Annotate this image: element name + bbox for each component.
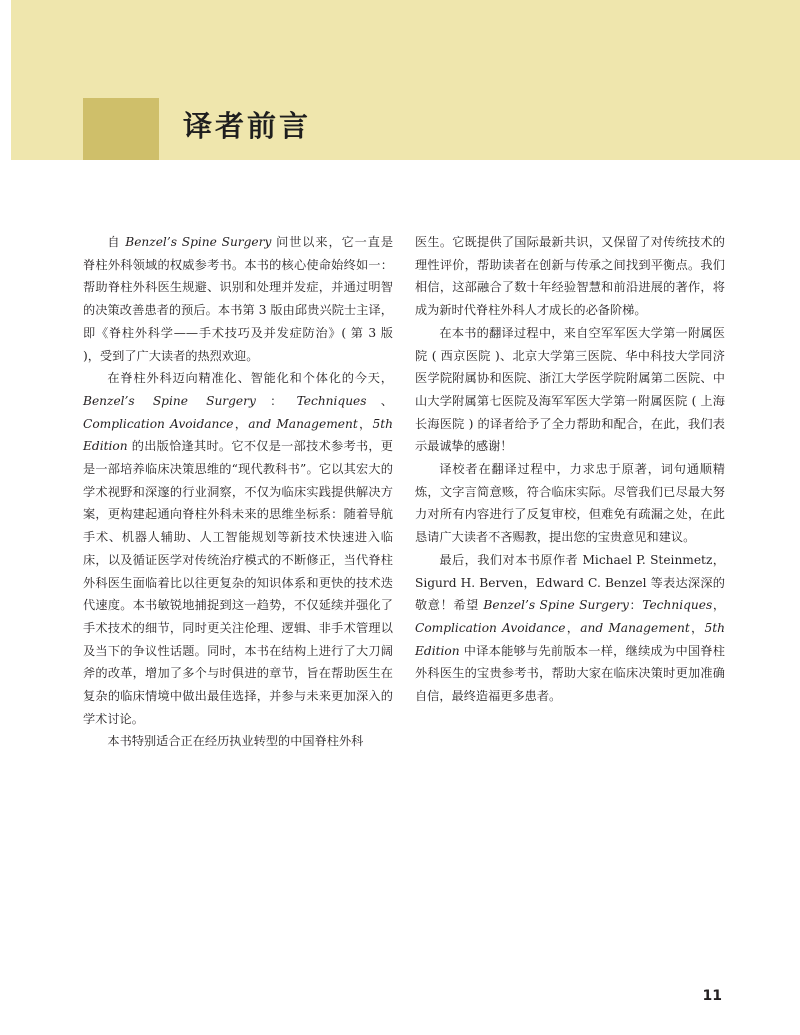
italic-title-text: 5th Edition [415,620,726,658]
text-run: ， [712,598,726,613]
right-column [415,231,725,708]
page-number: 11 [702,988,722,1004]
paragraph [83,231,393,367]
title-accent-square [83,98,159,160]
italic-title-text: Benzel’s Spine Surgery [483,598,629,613]
italic-title-text: Complication Avoidance [415,620,566,635]
paragraph [415,549,725,708]
text-run: 本书特别适合正在经历执业转型的中国脊柱外科 [107,734,364,749]
paragraph [83,367,393,730]
text-run: 的出版恰逢其时。它不仅是一部技术参考书，更是一部培养临床决策思维的“现代教科书”。它以其宏大的学术视野和深邃的行业洞察，不仅为临床实践提供解决方案，更构建起通向脊柱外科未来的思维坐标系：随着导航手术、机器人辅助、人工智能规划等新技术快速进入临床，以及循证医学对传统治疗模式的不断修正，当代脊柱外科医生面临着比以往更复杂的知识体系和更快的技术迭代速度。本书敏锐地捕捉到这一趋势，不仅延续并强化了手术技术的细节，同时更关注伦理、逻辑、非手术管理以及当下的争议性话题。同时，本书在结构上进行了大刀阔斧的改革，增加了多个与时俱进的章节，旨在帮助医生在复杂的临床情境中做出最佳选择，并参与未来更加深入的学术讨论。 [83,439,393,726]
text-run: ： [628,598,643,613]
text-run: 、 [366,393,393,408]
text-run: 中译本能够与先前版本一样，继续成为中国脊柱外科医生的宝贵参考书，帮助大家在临床决策时更加准确自信，最终造福更多患者。 [415,643,725,704]
paragraph [415,322,725,458]
paragraph [415,231,725,322]
paragraph [415,458,725,549]
text-run: ， [233,416,249,431]
italic-title-text: 5th Edition [83,416,394,454]
text-run: 译校者在翻译过程中，力求忠于原著，词句通顺精炼，文字言简意赅，符合临床实际。尽管我们已尽最大努力对所有内容进行了反复审校，但难免有疏漏之处，在此恳请广大读者不吝赐教，提出您的宝贵意见和建议。 [415,462,725,545]
paragraph [83,730,393,753]
text-run: 最后，我们对本书原作者 Michael P. Steinmetz，Sigurd H. Berven，Edward C. Benzel 等表达深深的敬意！希望 [415,552,725,613]
text-run: 问世以来，它一直是脊柱外科领域的权威参考书。本书的核心使命始终如一：帮助脊柱外科医生规避、识别和处理并发症，并通过明智的决策改善患者的预后。本书第 3 版由邱贵兴院士主译，即《脊柱外科学——手术技巧及并发症防治》( 第 3 版 )，受到了广大读者的热烈欢迎。 [83,235,394,363]
italic-title-text: Benzel’s Spine Surgery [83,393,256,408]
text-run: 自 [107,235,126,249]
text-run: ， [689,620,705,635]
italic-title-text: and Management [248,416,358,431]
text-run: 医生。它既提供了国际最新共识，又保留了对传统技术的理性评价，帮助读者在创新与传承之间找到平衡点。我们相信，这部融合了数十年经验智慧和前沿进展的著作，将成为新时代脊柱外科人才成长的必备阶梯。 [415,235,725,318]
italic-title-text: Techniques [642,598,713,613]
text-run: ， [357,416,373,431]
text-run: ， [565,620,581,635]
page-title: 译者前言 [183,109,312,143]
italic-title-text: Techniques [296,393,367,408]
left-column [83,231,393,753]
text-run: 在本书的翻译过程中，来自空军军医大学第一附属医院 ( 西京医院 )、北京大学第三医院、华中科技大学同济医学院附属协和医院、浙江大学医学院附属第二医院、中山大学附属第七医院及海军军医大学第一附属医院 ( 上海长海医院 ) 的译者给予了全力帮助和配合，在此，我们表示最诚挚的感谢！ [415,325,725,454]
text-run: ： [255,393,297,408]
italic-title-text: Benzel’s Spine Surgery [125,235,272,249]
italic-title-text: and Management [580,620,690,635]
text-run: 在脊柱外科迈向精准化、智能化和个体化的今天， [107,371,393,386]
italic-title-text: Complication Avoidance [83,416,234,431]
